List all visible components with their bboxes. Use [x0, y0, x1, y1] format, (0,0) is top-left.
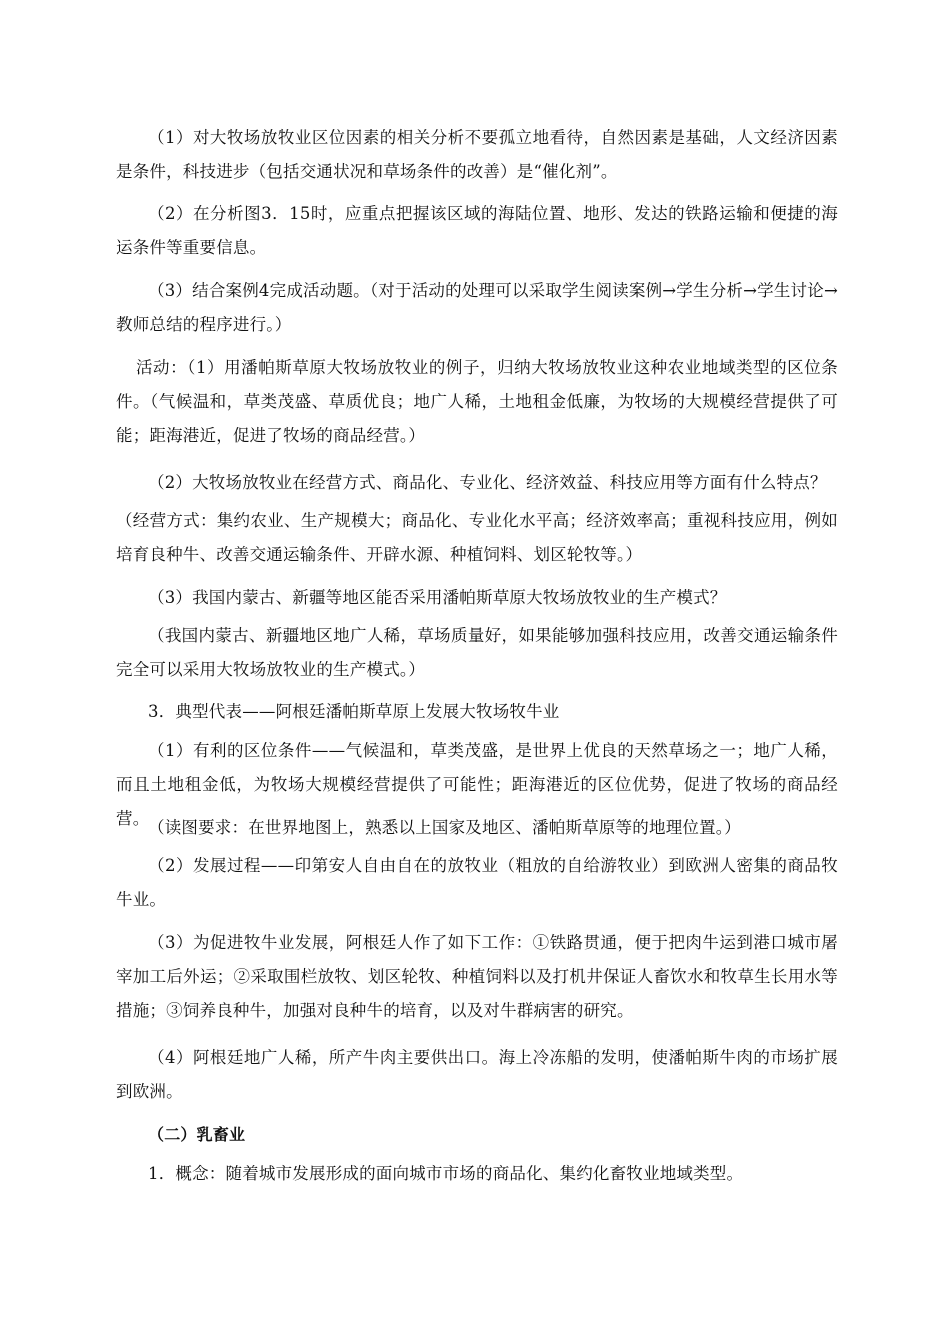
paragraph-activity-2-answer: （经营方式：集约农业、生产规模大；商品化、专业化水平高；经济效率高；重视科技应用，例如培育良种牛、改善交通运输条件、开辟水源、种植饲料、划区轮牧等。） [116, 511, 838, 564]
paragraph-map-requirement: （读图要求：在世界地图上，熟悉以上国家及地区、潘帕斯草原等的地理位置。） [148, 818, 741, 837]
paragraph-export: （4）阿根廷地广人稀，所产牛肉主要供出口。海上冷冻船的发明，使潘帕斯牛肉的市场扩展到欧洲。 [116, 1048, 838, 1101]
paragraph-activity-3-answer: （我国内蒙古、新疆地区地广人稀，草场质量好，如果能够加强科技应用，改善交通运输条件完全可以采用大牧场放牧业的生产模式。） [116, 626, 838, 679]
paragraph-activity-1: 活动：（1）用潘帕斯草原大牧场放牧业的例子，归纳大牧场放牧业这种农业地域类型的区位条件。（气候温和，草类茂盛、草质优良；地广人稀，土地租金低廉，为牧场的大规模经营提供了可能；距海港近，促进了牧场的商品经营。） [116, 358, 838, 445]
paragraph-dairy-concept: 1．概念：随着城市发展形成的面向城市市场的商品化、集约化畜牧业地域类型。 [148, 1164, 744, 1183]
paragraph-case-activity: （3）结合案例4完成活动题。（对于活动的处理可以采取学生阅读案例→学生分析→学生讨论→教师总结的程序进行。） [116, 281, 838, 334]
paragraph-activity-3-question: （3）我国内蒙古、新疆等地区能否采用潘帕斯草原大牧场放牧业的生产模式？ [148, 588, 727, 607]
paragraph-figure-analysis: （2）在分析图3．15时，应重点把握该区域的海陆位置、地形、发达的铁路运输和便捷的海运条件等重要信息。 [116, 204, 838, 257]
paragraph-promotion-measures: （3）为促进牧牛业发展，阿根廷人作了如下工作：①铁路贯通，便于把肉牛运到港口城市屠宰加工后外运；②采取围栏放牧、划区轮牧、种植饲料以及打机井保证人畜饮水和牧草生长用水等措施；③饲养良种牛，加强对良种牛的培育，以及对牛群病害的研究。 [116, 933, 838, 1020]
paragraph-activity-2-question: （2）大牧场放牧业在经营方式、商品化、专业化、经济效益、科技应用等方面有什么特点？ [148, 473, 827, 492]
section-heading-dairy: （二）乳畜业 [148, 1125, 246, 1144]
heading-typical-example: 3．典型代表——阿根廷潘帕斯草原上发展大牧场牧牛业 [148, 702, 560, 721]
paragraph-location-conditions: （1）有利的区位条件——气候温和，草类茂盛，是世界上优良的天然草场之一；地广人稀，而且土地租金低，为牧场大规模经营提供了可能性；距海港近的区位优势，促进了牧场的商品经营。 [116, 741, 838, 828]
paragraph-analysis-factors: （1）对大牧场放牧业区位因素的相关分析不要孤立地看待，自然因素是基础，人文经济因素是条件，科技进步（包括交通状况和草场条件的改善）是“催化剂”。 [116, 128, 838, 181]
paragraph-development-process: （2）发展过程——印第安人自由自在的放牧业（粗放的自给游牧业）到欧洲人密集的商品牧牛业。 [116, 856, 838, 909]
